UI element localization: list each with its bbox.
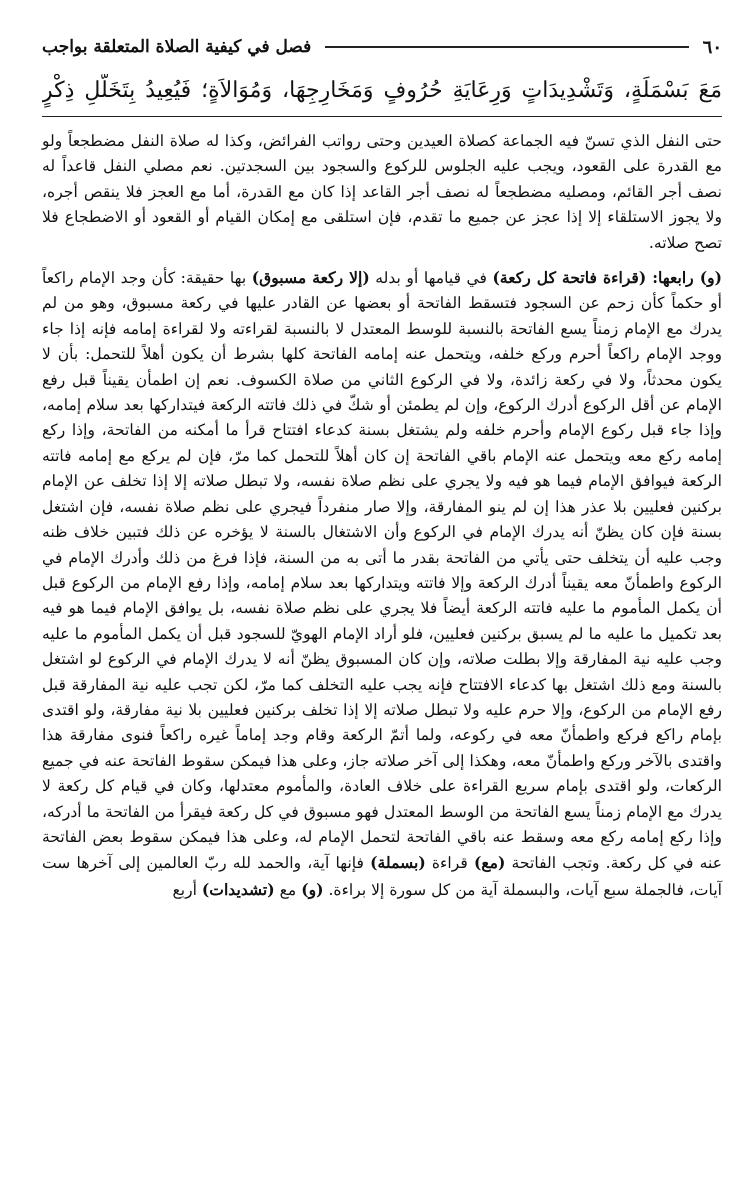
commentary-segment: في قيامها أو بدله [369,269,493,288]
matn-quote-tashdidat: (تشديدات) [201,879,275,899]
commentary-paragraph-2 [42,265,722,903]
matn-quote-maa: (مع) [473,853,506,873]
header-rule [325,46,688,48]
commentary-segment: فإنها آية، والحمد لله ربّ العالمين إلى آخرها ست آيات، فالجملة سبع آيات، والبسملة آية من كل سورة إلا براءة. [42,854,722,899]
matn-quote-basmala: (بسملة) [370,853,426,873]
commentary-text [42,129,722,903]
matn-quote-fourth-pillar: (و) رابعها: (قراءة فاتحة كل ركعة) [492,268,722,288]
book-page [42,30,722,1150]
commentary-segment: مع [274,880,302,899]
running-head [42,30,722,64]
matn-text-line: مَعَ بَسْمَلَةٍ، وَتَشْدِيدَاتٍ وَرِعَايَةِ حُرُوفٍ وَمَخَارِجِهَا، وَمُوَالاَةٍ؛ فَيُعِيدُ بِتَخَلُّلِ ذِكْرٍ [42,74,722,117]
chapter-title: فصل في كيفية الصلاة المتعلقة بواجب [42,37,312,57]
commentary-segment: أربع [172,880,202,899]
commentary-paragraph-1: حتى النفل الذي تسنّ فيه الجماعة كصلاة العيدين وحتى رواتب الفرائض، وكذا له صلاة النفل مضطجعاً ولو مع القدرة على القعود، ويجب عليه الجلوس للركوع والسجود بين السجدتين. نعم مصلي النفل قاعداً له نصف أجر القائم، ومصليه مضطجعاً له نصف أجر القاعد إذا كان مع القدرة، أما مع العجز فلا ينقص أجره، ولا يجوز الاستلقاء إلا إذا عجز عن جميع ما تقدم، فإن استلقى مع إمكان القيام أو القعود أو الاضطجاع فلا تصح صلاته. [42,132,722,252]
matn-quote-wa: (و) [301,879,324,899]
commentary-segment: بها حقيقة: كأن وجد الإمام راكعاً أو حكماً كأن زحم عن السجود فتسقط الفاتحة أو بعضها عن القادر عليها في ركعة مسبوق، وهو من لم يدرك مع الإمام زمناً يسع الفاتحة بالنسبة للوسط المعتدل لا بالنسبة لقراءته ولا لقراءة إمامه فإنه إذا جاء ووجد الإمام راكعاً أحرم وركع خلفه، ويتحمل عنه إمامه الفاتحة كلها بشرط أن يكون أهلاً للتحمل: بأن لا يكون محدثاً، ولا في ركعة زائدة، ولا في الركوع الثاني من صلاة الكسوف. نعم إن اطمأن يقيناً قبل رفع الإمام عن أقل الركوع أدرك الركوع، وإن لم يطمئن أو شكّ في ذلك فاتته الركعة فيتداركها بعد سلام إمامه، وإذا جاء قبل ركوع الإمام وأحرم خلفه ولم يشتغل بسنة كدعاء افتتاح قرأ ما أمكنه من الفاتحة، وإذا ركع إمامه ركع معه ويتحمل عنه الإمام باقي الفاتحة إن كان أهلاً للتحمل كما مرّ، فإن لم يركع مع إمامه فاتته الركعة فيوافق الإمام فيما هو فيه ولا يجري على نظم صلاة نفسه، ولا تبطل صلاته إلا إذا تخلف عن الإمام بركنين فعليين بلا عذر هذا إن لم ينو المفارقة، وإلا صار منفرداً فيجري على نظم صلاة نفسه، فإن اشتغل بسنة فإن كان يظنّ أنه يدرك الإمام في الركوع وأن الاشتغال بالسنة لا يؤخره عن ذلك فتبين خلاف ظنه وجب عليه أن يتخلف حتى يأتي من الفاتحة بقدر ما أتى به من السنة، فإذا فرغ من ذلك وأدرك الإمام في الركوع واطمأنّ معه يقيناً أدرك الركعة وإلا فاتته ويتداركها بعد سلام إمامه، وإذا رفع الإمام من الركوع قبل أن يكمل المأموم ما عليه فاتته الركعة أيضاً فلا يجري على نظم صلاة نفسه، بل يوافق الإمام فيما هو فيه بعد تكميل ما عليه ما لم يسبق بركنين فعليين، فلو أراد الإمام الهويّ للسجود قبل أن يكمل المأموم ما عليه وجب عليه نية المفارقة وإلا بطلت صلاته، وإن كان المسبوق يظنّ أنه لا يدرك الإمام في الركوع لو اشتغل بالسنة ومع ذلك اشتغل بها كدعاء الافتتاح فإنه يجب عليه التخلف كما مرّ، لكن تجب عليه نية المفارقة قبل رفع الإمام من الركوع، وإلا حرم عليه ولا تبطل صلاته إلا إذا تخلف بركنين فعليين بلا نية مفارقة، ولو اقتدى بإمام راكع فركع واطمأنّ معه في ركوعه، ولما أتمّ الركعة وقام وجد إماماً غيره راكعاً فنوى مفارقة هذا واقتدى بالآخر وركع واطمأنّ معه، وهكذا إلى آخر صلاته جاز، وعلى هذا فيمكن سقوط الفاتحة عنه في جميع الركعات، ولو اقتدى بإمام سريع القراءة على خلاف العادة، والمأموم معتدلها، وكان في قيام كل ركعة لا يدرك مع الإمام زمناً يسع الفاتحة من الوسط المعتدل فهو مسبوق في كل ركعة فيقرأ من الفاتحة ما أدركه، وإذا ركع إمامه ركع معه وسقط عنه باقي الفاتحة لتحمل الإمام له، وعلى هذا فيمكن سقوط بعض الفاتحة عنه في كل ركعة. وتجب الفاتحة [42,269,723,873]
page-number: ٦٠ [702,36,722,58]
matn-quote-exception: (إلا ركعة مسبوق) [251,268,370,288]
commentary-segment: قراءة [425,854,474,873]
